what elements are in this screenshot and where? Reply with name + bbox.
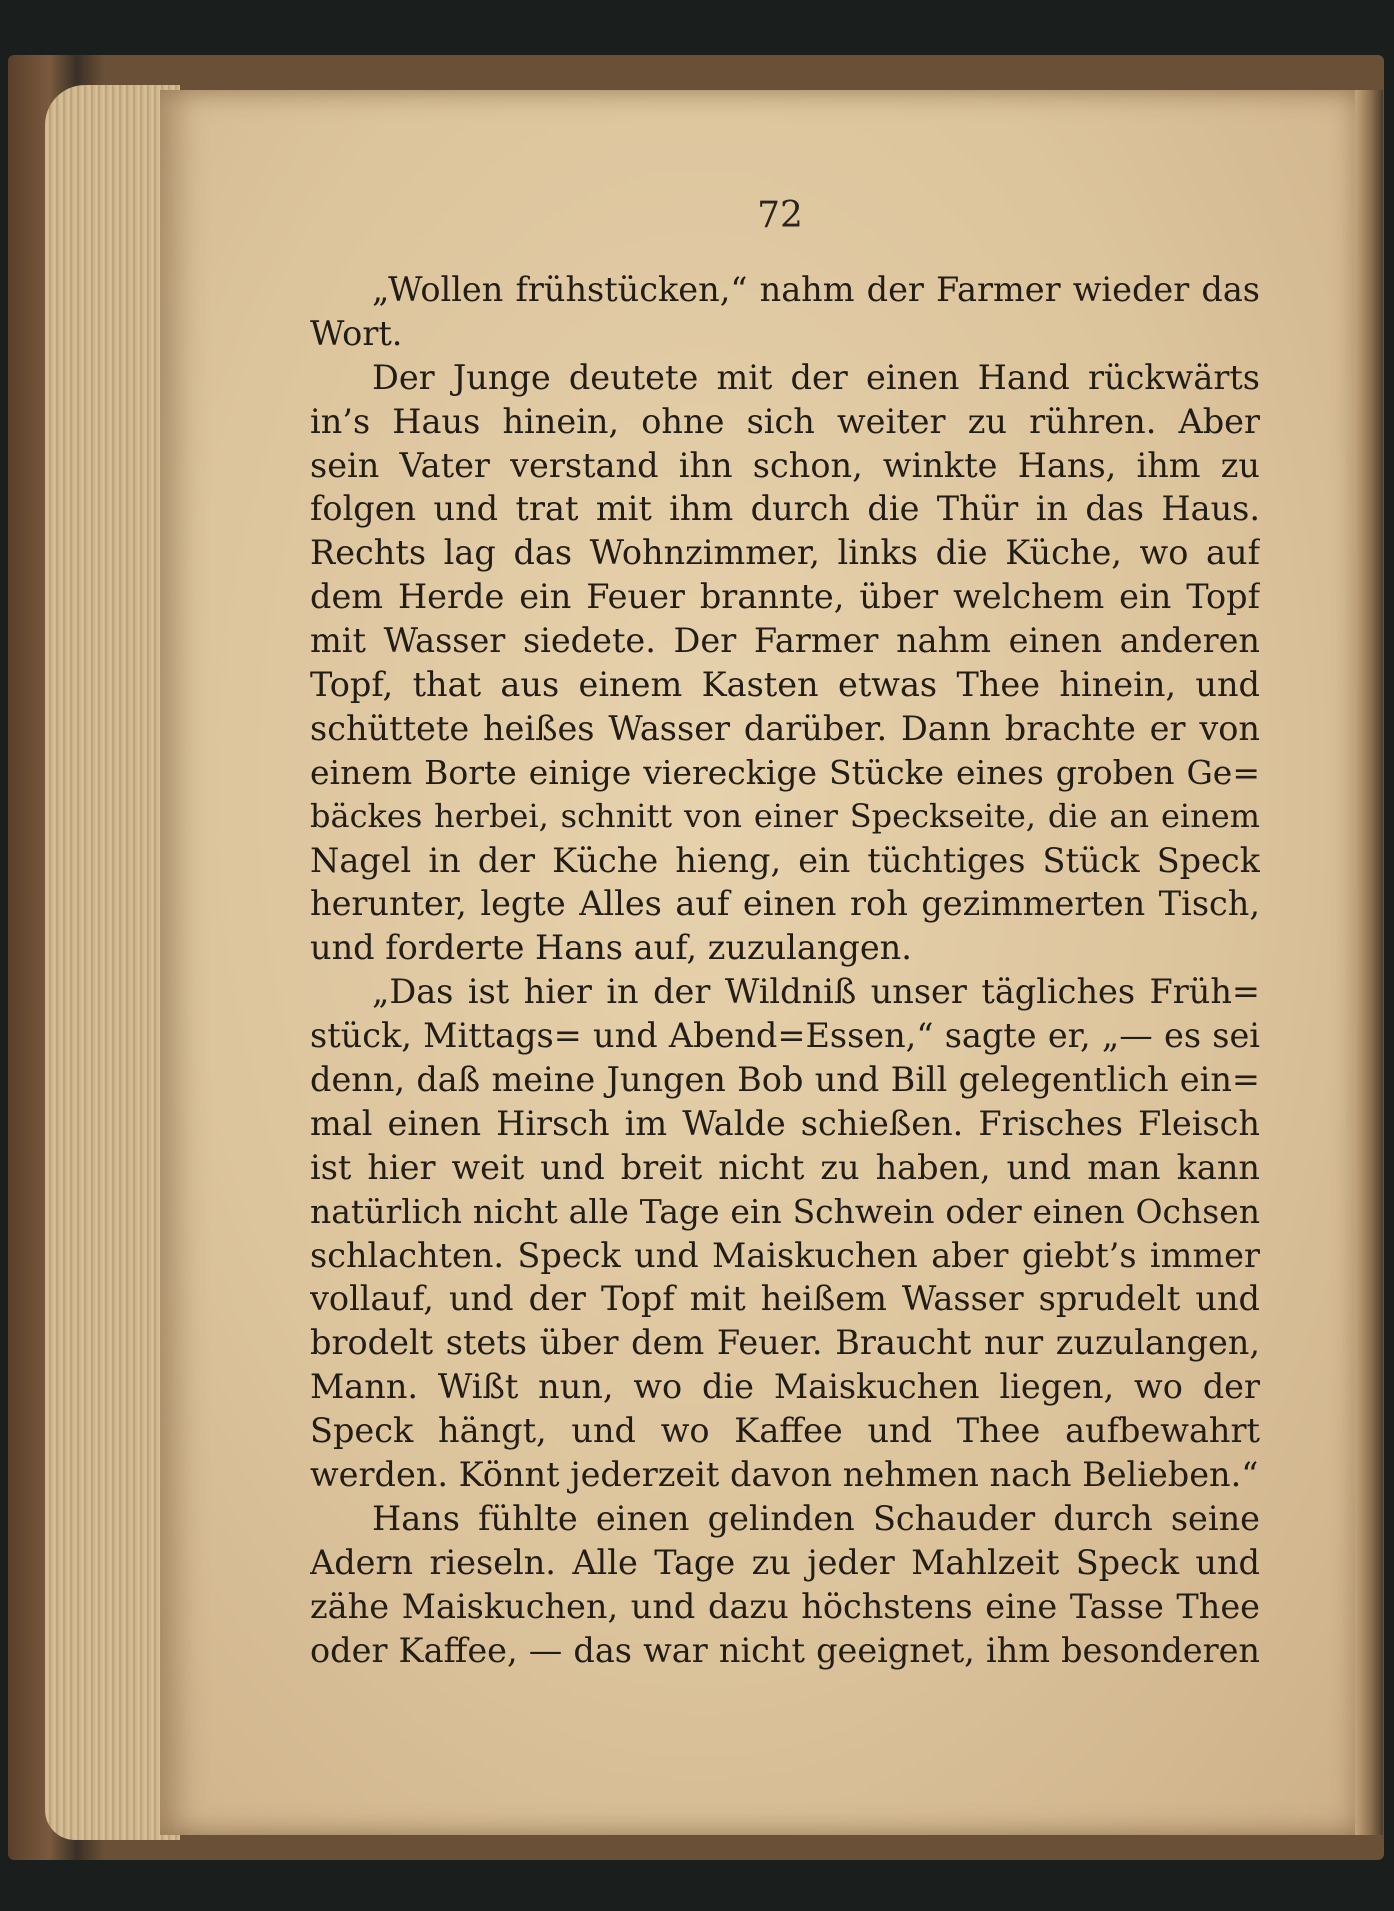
page-gutter-edge — [1355, 90, 1383, 1835]
text-line: Mann. Wißt nun, wo die Maiskuchen liegen, wo der — [310, 1367, 1260, 1407]
text-line: sein Vater verstand ihn schon, winkte Hans, ihm zu — [310, 445, 1260, 485]
text-line: in’s Haus hinein, ohne sich weiter zu rühren. Aber — [310, 401, 1260, 441]
text-line: dem Herde ein Feuer brannte, über welchem ein Topf — [310, 577, 1260, 617]
text-line: schlachten. Speck und Maiskuchen aber giebt’s immer — [310, 1235, 1260, 1275]
text-line: Rechts lag das Wohnzimmer, links die Küche, wo auf — [310, 533, 1260, 573]
text-line: „Wollen frühstücken,“ nahm der Farmer wieder das — [372, 270, 1260, 309]
text-line: Topf, that aus einem Kasten etwas Thee hinein, und — [310, 665, 1260, 705]
text-line: schüttete heißes Wasser darüber. Dann brachte er von — [310, 708, 1260, 748]
text-line: stück, Mittags= und Abend=Essen,“ sagte er, „— es sei — [310, 1016, 1260, 1056]
text-line: bäckes herbei, schnitt von einer Speckseite, die an einem — [310, 796, 1260, 835]
text-line: werden. Könnt jederzeit davon nehmen nach Belieben.“ — [310, 1455, 1259, 1495]
text-line: Der Junge deutete mit der einen Hand rückwärts — [372, 357, 1260, 397]
text-line: Nagel in der Küche hieng, ein tüchtiges Stück Speck — [310, 840, 1260, 880]
page-text — [310, 268, 1260, 1673]
text-line: natürlich nicht alle Tage ein Schwein oder einen Ochsen — [310, 1191, 1260, 1231]
text-line: zähe Maiskuchen, und dazu höchstens eine Tasse Thee — [310, 1586, 1260, 1626]
text-line: einem Borte einige viereckige Stücke eines groben Ge= — [310, 752, 1260, 792]
text-line: Speck hängt, und wo Kaffee und Thee aufbewahrt — [310, 1411, 1260, 1451]
text-line: denn, daß meine Jungen Bob und Bill gelegentlich ein= — [310, 1060, 1260, 1100]
text-line: brodelt stets über dem Feuer. Braucht nur zuzulangen, — [310, 1323, 1260, 1363]
page-number: 72 — [757, 195, 803, 236]
text-line: und forderte Hans auf, zuzulangen. — [310, 928, 912, 968]
text-line: Adern rieseln. Alle Tage zu jeder Mahlzeit Speck und — [310, 1542, 1260, 1582]
text-line: folgen und trat mit ihm durch die Thür in das Haus. — [310, 489, 1260, 529]
text-line: mal einen Hirsch im Walde schießen. Frisches Fleisch — [310, 1103, 1260, 1143]
text-line: Hans fühlte einen gelinden Schauder durch seine — [372, 1498, 1260, 1538]
text-line: oder Kaffee, — das war nicht geeignet, ihm besonderen — [310, 1630, 1260, 1670]
text-line: Wort. — [310, 313, 403, 353]
text-line: mit Wasser siedete. Der Farmer nahm einen anderen — [310, 621, 1260, 661]
text-line: herunter, legte Alles auf einen roh gezimmerten Tisch, — [310, 884, 1260, 924]
text-line: ist hier weit und breit nicht zu haben, und man kann — [310, 1147, 1260, 1187]
text-line: vollauf, und der Topf mit heißem Wasser sprudelt und — [310, 1279, 1260, 1319]
text-line: „Das ist hier in der Wildniß unser tägliches Früh= — [372, 972, 1260, 1012]
